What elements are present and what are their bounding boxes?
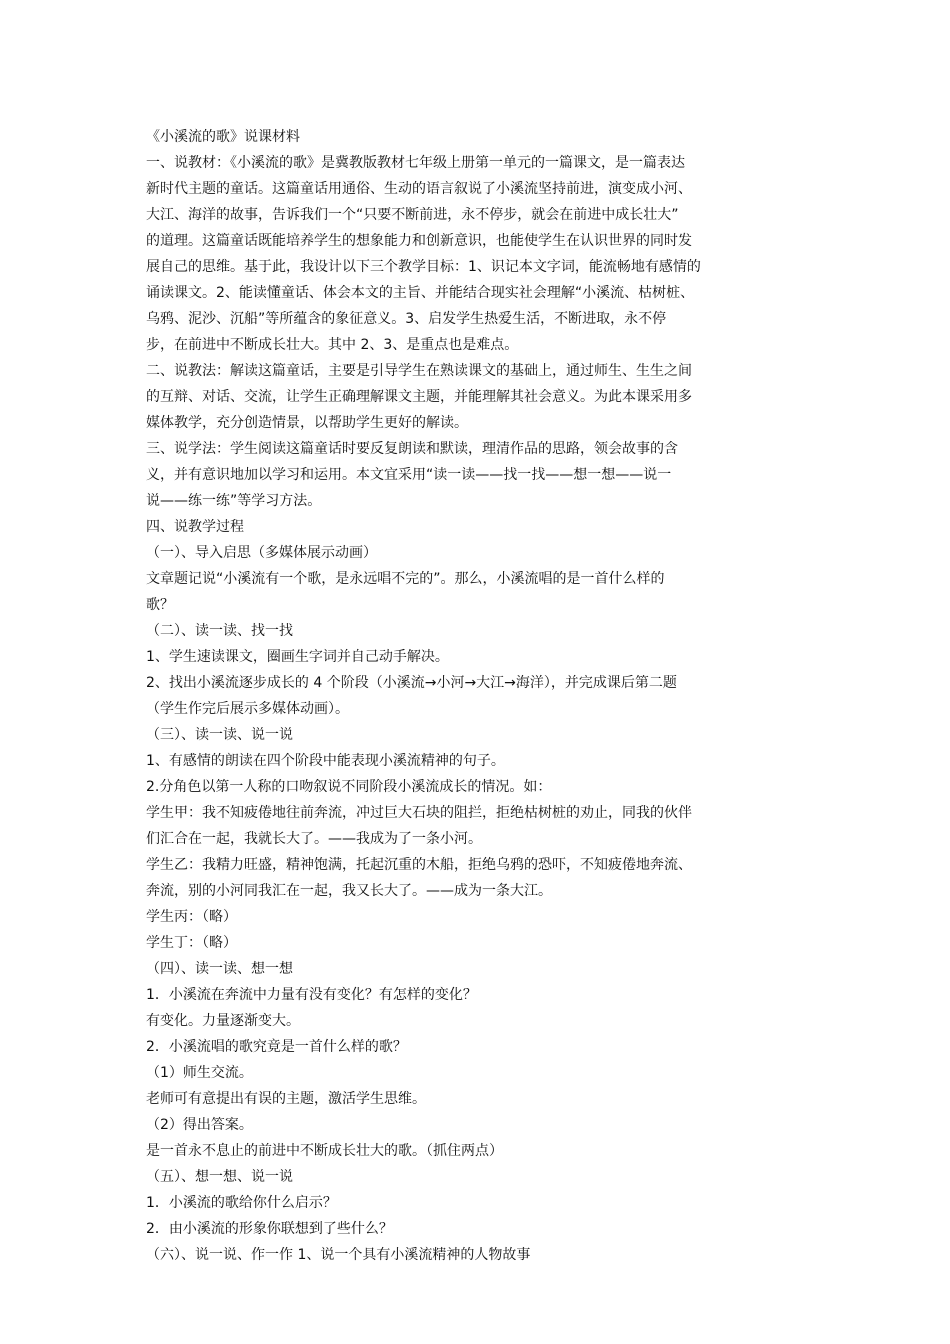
- text-line: 2、找出小溪流逐步成长的 4 个阶段（小溪流→小河→大江→海洋），并完成课后第二题: [146, 675, 677, 691]
- text-line: 的互辩、对话、交流，让学生正确理解课文主题，并能理解其社会意义。为此本课采用多: [146, 389, 692, 405]
- text-line: （学生作完后展示多媒体动画）。: [146, 701, 349, 717]
- document-title: 《小溪流的歌》说课材料: [146, 129, 300, 145]
- paragraph-lines: [146, 150, 826, 1268]
- text-line: 1、学生速读课文，圈画生字词并自己动手解决。: [146, 649, 449, 665]
- text-line: （一）、导入启思（多媒体展示动画）: [146, 545, 377, 561]
- text-line: 老师可有意提出有误的主题，激活学生思维。: [146, 1091, 426, 1107]
- text-line: 2.分角色以第一人称的口吻叙说不同阶段小溪流成长的情况。如：: [146, 779, 552, 795]
- text-line: 四、说教学过程: [146, 519, 244, 535]
- text-line: 大江、海洋的故事，告诉我们一个“只要不断前进，永不停步，就会在前进中成长壮大”: [146, 207, 679, 223]
- text-line: （二）、读一读、找一找: [146, 623, 293, 639]
- text-line: 2．由小溪流的形象你联想到了些什么？: [146, 1221, 393, 1237]
- text-line: 1．小溪流在奔流中力量有没有变化？有怎样的变化？: [146, 987, 477, 1003]
- text-line: 二、说教法：解读这篇童话，主要是引导学生在熟读课文的基础上，通过师生、生生之间: [146, 363, 692, 379]
- text-line: 媒体教学，充分创造情景，以帮助学生更好的解读。: [146, 415, 468, 431]
- text-line: 乌鸦、泥沙、沉船”等所蕴含的象征意义。3、启发学生热爱生活，不断进取，永不停: [146, 311, 667, 327]
- text-line: 步，在前进中不断成长壮大。其中 2、3、是重点也是难点。: [146, 337, 519, 353]
- text-line: 义，并有意识地加以学习和运用。本文宜采用“读一读——找一找——想一想——说一: [146, 467, 672, 483]
- text-line: 学生甲：我不知疲倦地往前奔流，冲过巨大石块的阻拦，拒绝枯树桩的劝止，同我的伙伴: [146, 805, 692, 821]
- text-line: （三）、读一读、说一说: [146, 727, 293, 743]
- text-line: 歌？: [146, 597, 174, 613]
- text-line: 文章题记说“小溪流有一个歌，是永远唱不完的”。那么，小溪流唱的是一首什么样的: [146, 571, 665, 587]
- text-line: 一、说教材：《小溪流的歌》是冀教版教材七年级上册第一单元的一篇课文，是一篇表达: [146, 155, 685, 171]
- text-line: 有变化。力量逐渐变大。: [146, 1013, 300, 1029]
- text-line: （2）得出答案。: [146, 1117, 253, 1133]
- text-line: 诵读课文。2、能读懂童话、体会本文的主旨、并能结合现实社会理解“小溪流、枯树桩、: [146, 285, 695, 301]
- text-line: 是一首永不息止的前进中不断成长壮大的歌。（抓住两点）: [146, 1143, 503, 1159]
- text-line: 2．小溪流唱的歌究竟是一首什么样的歌？: [146, 1039, 407, 1055]
- text-line: 展自己的思维。基于此，我设计以下三个教学目标：1、识记本文字词，能流畅地有感情的: [146, 259, 701, 275]
- text-line: 的道理。这篇童话既能培养学生的想象能力和创新意识，也能使学生在认识世界的同时发: [146, 233, 692, 249]
- text-line: 学生乙：我精力旺盛，精神饱满，托起沉重的木船，拒绝乌鸦的恐吓，不知疲倦地奔流、: [146, 857, 692, 873]
- text-line: 奔流，别的小河同我汇在一起，我又长大了。——成为一条大江。: [146, 883, 552, 899]
- text-line: 1、有感情的朗读在四个阶段中能表现小溪流精神的句子。: [146, 753, 505, 769]
- text-line: 新时代主题的童话。这篇童话用通俗、生动的语言叙说了小溪流坚持前进，演变成小河、: [146, 181, 692, 197]
- text-line: （六）、说一说、作一作 1、说一个具有小溪流精神的人物故事: [146, 1247, 531, 1263]
- text-line: （1）师生交流。: [146, 1065, 253, 1081]
- text-line: 学生丁：（略）: [146, 935, 237, 951]
- text-line: 说——练一练”等学习方法。: [146, 493, 322, 509]
- text-line: 1．小溪流的歌给你什么启示？: [146, 1195, 337, 1211]
- document-body: [146, 124, 826, 1268]
- text-line: 们汇合在一起，我就长大了。——我成为了一条小河。: [146, 831, 482, 847]
- text-line: （四）、读一读、想一想: [146, 961, 293, 977]
- text-line: 学生丙：（略）: [146, 909, 237, 925]
- text-line: （五）、想一想、说一说: [146, 1169, 293, 1185]
- text-line: 三、说学法：学生阅读这篇童话时要反复朗读和默读，理清作品的思路，领会故事的含: [146, 441, 678, 457]
